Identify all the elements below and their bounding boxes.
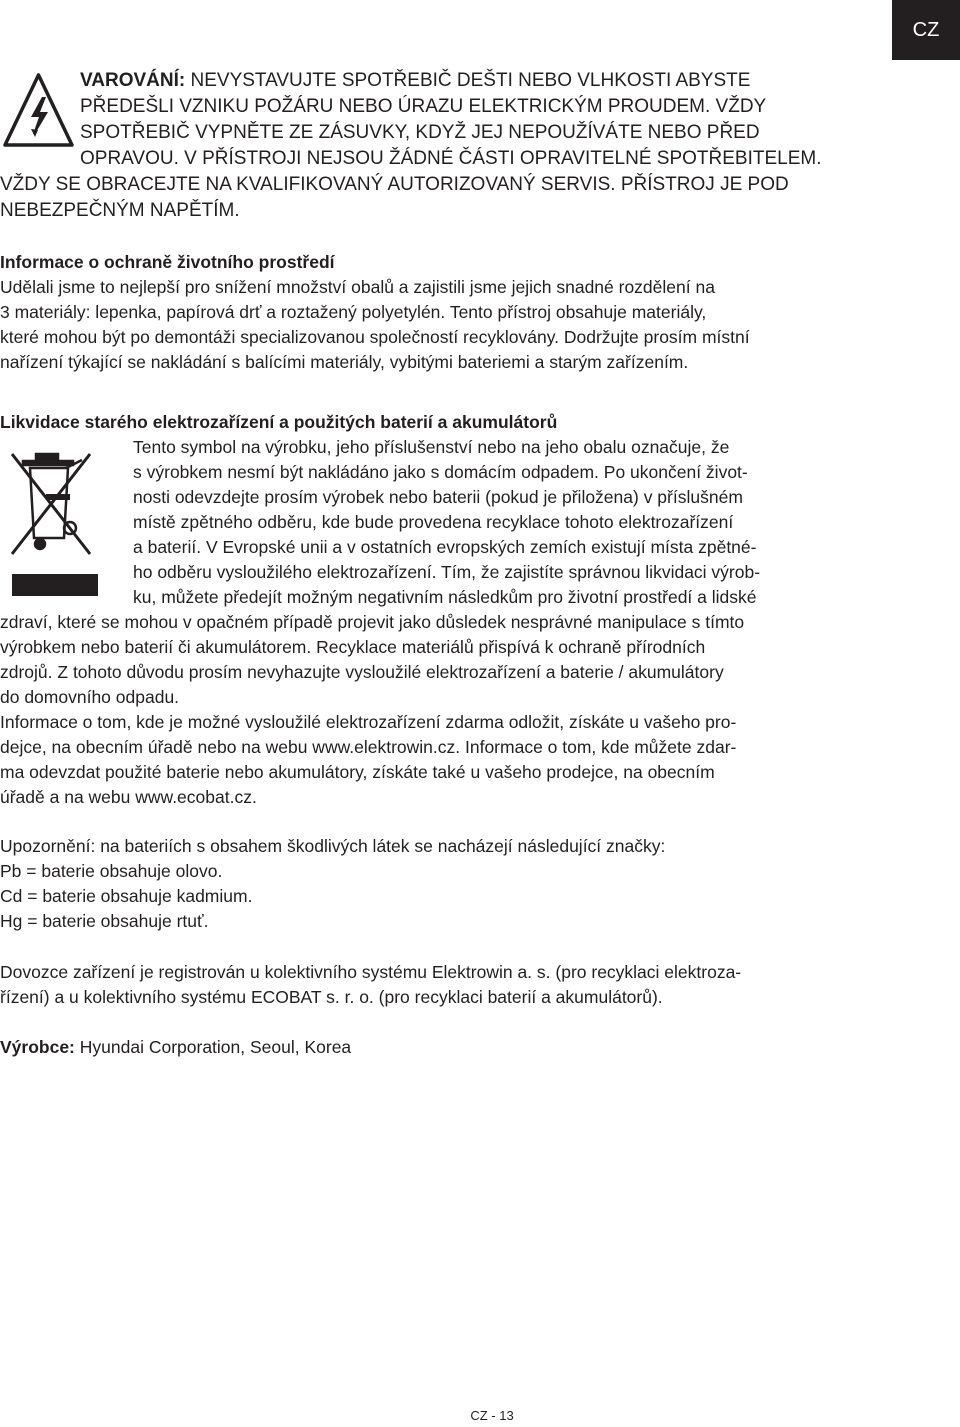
importer-section — [0, 960, 900, 1010]
page-number: CZ - 13 — [470, 1408, 514, 1423]
warning-line-2: PŘEDEŠLI VZNIKU POŽÁRU NEBO ÚRAZU ELEKTRICKÝM PROUDEM. VŽDY — [80, 96, 767, 117]
disposal-text-line: místě zpětného odběru, kde bude provedena recyklace tohoto elektrozařízení — [133, 512, 734, 532]
importer-text-line: řízení) a u kolektivního systému ECOBAT s. r. o. (pro recyklaci baterií a akumulátorů). — [0, 987, 663, 1007]
warning-line-6: NEBEZPEČNÝM NAPĚTÍM. — [0, 200, 240, 221]
disposal-text-line: s výrobkem nesmí být nakládáno jako s domácím odpadem. Po ukončení život- — [133, 462, 748, 482]
battery-note-line: Pb = baterie obsahuje olovo. — [0, 861, 223, 881]
disposal-text-line: úřadě a na webu www.ecobat.cz. — [0, 787, 257, 807]
environment-section — [0, 250, 900, 375]
disposal-section — [0, 410, 900, 810]
battery-note-line: Cd = baterie obsahuje kadmium. — [0, 886, 253, 906]
environment-text-line: nařízení týkající se nakládání s balícími materiály, vybitými bateriemi a starým zařízením. — [0, 352, 689, 372]
warning-label: VAROVÁNÍ: — [80, 70, 186, 91]
battery-note-line: Upozornění: na bateriích s obsahem škodlivých látek se nacházejí následující značky: — [0, 836, 666, 856]
disposal-text-line: Informace o tom, kde je možné vysloužilé elektrozařízení zdarma odložit, získáte u vašeho pro- — [0, 712, 737, 732]
disposal-text-line: ho odběru vysloužilého elektrozařízení. Tím, že zajistíte správnou likvidaci výrob- — [133, 562, 761, 582]
manufacturer-label: Výrobce: — [0, 1037, 75, 1057]
disposal-heading: Likvidace starého elektrozařízení a použitých baterií a akumulátorů — [0, 412, 558, 432]
warning-line-1: VAROVÁNÍ: NEVYSTAVUJTE SPOTŘEBIČ DEŠTI NEBO VLHKOSTI ABYSTE — [80, 70, 751, 91]
disposal-text-line: ku, můžete předejít možným negativním následkům pro životní prostředí a lidské — [133, 587, 757, 607]
environment-text-line: které mohou být po demontáži specializovanou společností recyklovány. Dodržujte prosím místní — [0, 327, 750, 347]
disposal-text-line: zdraví, které se mohou v opačném případě projevit jako důsledek nesprávné manipulace s tímto — [0, 612, 745, 632]
battery-markings-section — [0, 834, 900, 934]
manufacturer-section — [0, 1035, 900, 1060]
disposal-text-line: výrobkem nebo baterií či akumulátorem. Recyklace materiálů přispívá k ochraně přírodních — [0, 637, 706, 657]
environment-heading: Informace o ochraně životního prostředí — [0, 252, 335, 272]
manufacturer-value: Hyundai Corporation, Seoul, Korea — [74, 1037, 352, 1057]
environment-text-line: Udělali jsme to nejlepší pro snížení množství obalů a zajistili jsme jejich snadné rozdělení na — [0, 277, 715, 297]
importer-text-line: Dovozce zařízení je registrován u kolektivního systému Elektrowin a. s. (pro recyklaci elektroza- — [0, 962, 742, 982]
language-tab: CZ — [892, 0, 960, 60]
disposal-text-line: zdrojů. Z tohoto důvodu prosím nevyhazujte vysloužilé elektrozařízení a baterie / akumulátory — [0, 662, 724, 682]
disposal-text-line: dejce, na obecním úřadě nebo na webu www.elektrowin.cz. Informace o tom, kde můžete zdar- — [0, 737, 737, 757]
warning-line-3: SPOTŘEBIČ VYPNĚTE ZE ZÁSUVKY, KDYŽ JEJ NEPOUŽÍVÁTE NEBO PŘED — [80, 122, 760, 143]
warning-line-4: OPRAVOU. V PŘÍSTROJI NEJSOU ŽÁDNÉ ČÁSTI OPRAVITELNÉ SPOTŘEBITELEM. — [80, 148, 822, 169]
disposal-text-line: do domovního odpadu. — [0, 687, 180, 707]
environment-text-line: 3 materiály: lepenka, papírová drť a roztažený polyetylén. Tento přístroj obsahuje materiály, — [0, 302, 707, 322]
disposal-text-line: ma odevzdat použité baterie nebo akumulátory, získáte také u vašeho prodejce, na obecním — [0, 762, 715, 782]
disposal-text-line: a baterií. V Evropské unii a v ostatních evropských zemích existují místa zpětné- — [133, 537, 757, 557]
disposal-text-line: Tento symbol na výrobku, jeho příslušenství nebo na jeho obalu označuje, že — [133, 437, 730, 457]
safety-warning — [0, 68, 900, 224]
disposal-text-line: nosti odevzdejte prosím výrobek nebo baterii (pokud je přiložena) v příslušném — [133, 487, 743, 507]
battery-note-line: Hg = baterie obsahuje rtuť. — [0, 911, 209, 931]
manufacturer-line — [0, 1035, 900, 1060]
warning-line-5: VŽDY SE OBRACEJTE NA KVALIFIKOVANÝ AUTORIZOVANÝ SERVIS. PŘÍSTROJ JE POD — [0, 174, 789, 195]
